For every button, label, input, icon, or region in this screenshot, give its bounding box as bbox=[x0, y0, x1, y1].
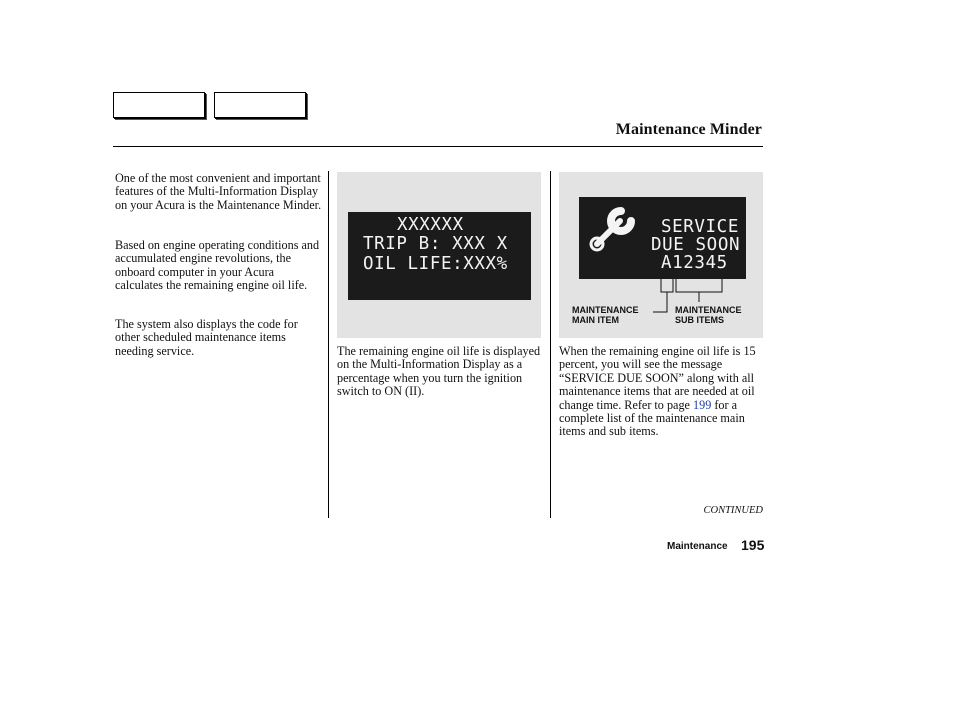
maintenance-code-paragraph: The system also displays the code for other scheduled maintenance items needing service. bbox=[115, 317, 298, 358]
wrench-icon bbox=[587, 205, 637, 253]
title-divider bbox=[113, 146, 763, 147]
display-line-3: A12345 bbox=[661, 253, 728, 273]
service-due-caption: When the remaining engine oil life is 15 percent, you will see the message “SERVICE DUE SOON” along with all maintenance items that are needed at oil change time. Refer to page 199 for a complete list of the maintenance main items and sub items. bbox=[559, 344, 756, 439]
column-divider bbox=[550, 171, 551, 518]
continued-label: CONTINUED bbox=[703, 505, 763, 516]
page-199-link[interactable]: 199 bbox=[693, 397, 712, 412]
oil-life-display-figure bbox=[337, 172, 541, 338]
maintenance-sub-items-callout: MAINTENANCE SUB ITEMS bbox=[675, 305, 742, 325]
display-line-1: SERVICE bbox=[661, 217, 739, 237]
display-line-3: OIL LIFE:XXX% bbox=[363, 254, 508, 274]
footer-section-name: Maintenance bbox=[667, 541, 728, 552]
next-page-button[interactable] bbox=[214, 92, 306, 118]
multi-information-display bbox=[579, 197, 746, 279]
page-number: 195 bbox=[741, 537, 765, 553]
maintenance-main-item-callout: MAINTENANCE MAIN ITEM bbox=[572, 305, 639, 325]
display-line-2: TRIP B: XXX X bbox=[363, 234, 508, 254]
oil-life-paragraph: Based on engine operating conditions and accumulated engine revolutions, the onboard computer in your Acura calculates the remaining engine oil life. bbox=[115, 238, 320, 293]
page-title: Maintenance Minder bbox=[615, 121, 762, 138]
intro-paragraph: One of the most convenient and important features of the Multi-Information Display on your Acura is the Maintenance Minder. bbox=[115, 171, 322, 212]
display-line-2: DUE SOON bbox=[651, 235, 741, 255]
column-divider bbox=[328, 171, 329, 518]
display-line-1: XXXXXX bbox=[397, 215, 464, 235]
service-due-display-figure bbox=[559, 172, 763, 338]
oil-life-caption: The remaining engine oil life is displayed on the Multi-Information Display as a percentage when you turn the ignition switch to ON (II). bbox=[337, 344, 541, 399]
previous-page-button[interactable] bbox=[113, 92, 205, 118]
multi-information-display bbox=[348, 212, 531, 300]
